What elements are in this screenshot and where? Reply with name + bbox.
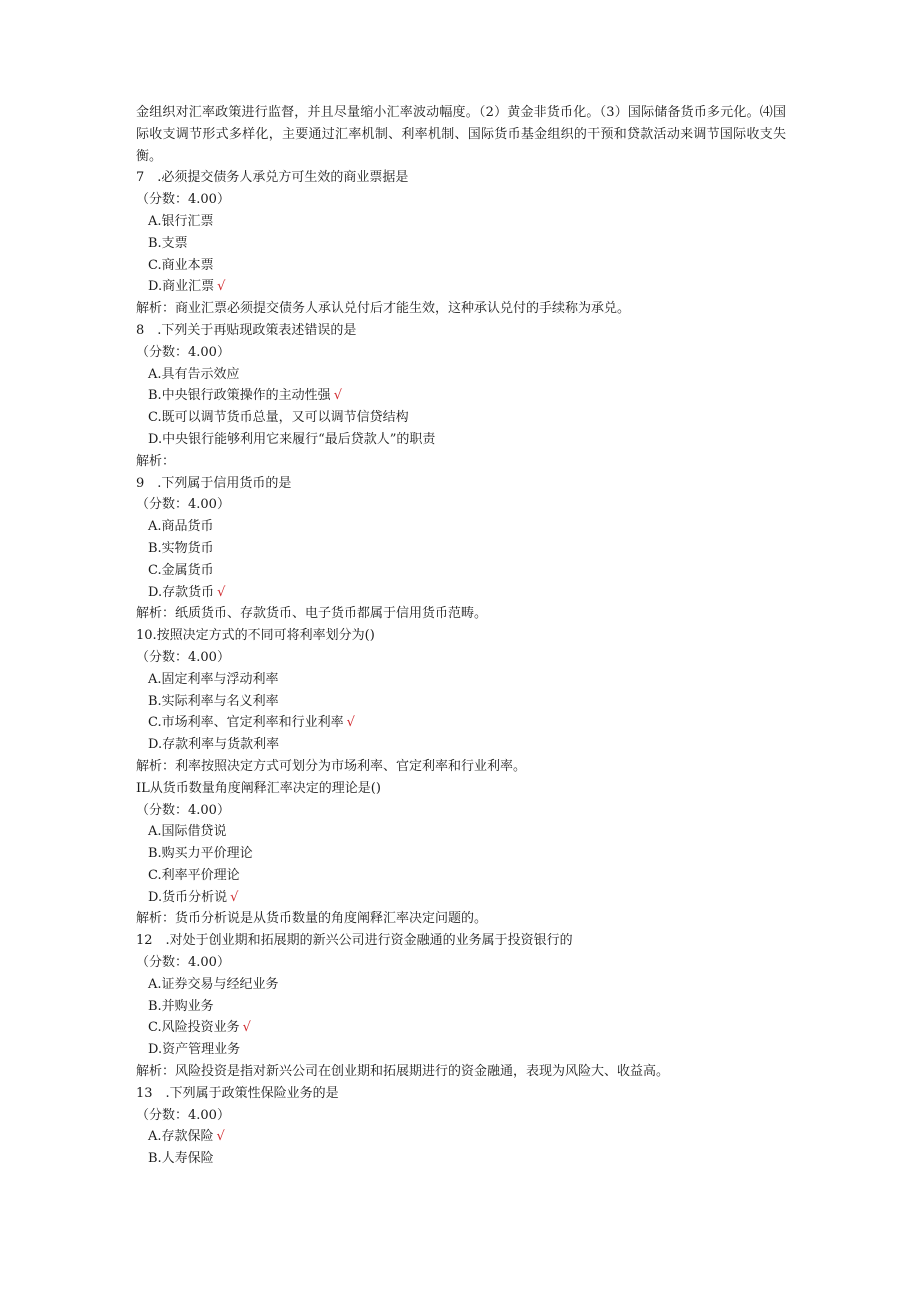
option-text: C.市场利率、官定利率和行业利率	[148, 715, 344, 731]
answer-option	[136, 211, 786, 233]
answer-option	[136, 1017, 786, 1039]
option-text: B.并购业务	[148, 998, 214, 1014]
analysis-text: 解析：商业汇票必须提交债务人承认兑付后才能生效，这种承认兑付的手续称为承兑。	[136, 301, 631, 317]
answer-option	[136, 1126, 786, 1148]
answer-option	[136, 429, 786, 451]
answer-option	[136, 1039, 786, 1061]
answer-option	[136, 582, 786, 604]
answer-option	[136, 276, 786, 298]
option-text: C.既可以调节货币总量，又可以调节信贷结构	[148, 410, 409, 426]
option-text: D.中央银行能够利用它来履行“最后贷款人”的职责	[148, 431, 436, 447]
analysis-text: 解析：利率按照决定方式可划分为市场利率、官定利率和行业利率。	[136, 758, 527, 774]
option-text: D.资产管理业务	[148, 1042, 241, 1058]
option-text: A.国际借贷说	[148, 824, 227, 840]
question-title: 8 .下列关于再贴现政策表述错误的是	[136, 322, 357, 338]
answer-option	[136, 996, 786, 1018]
option-text: A.存款保险	[148, 1129, 214, 1145]
answer-option	[136, 821, 786, 843]
question-block	[136, 167, 786, 320]
answer-option	[136, 691, 786, 713]
option-text: B.购买力平价理论	[148, 846, 253, 862]
option-text: B.支票	[148, 235, 188, 251]
question-score: （分数：4.00）	[136, 1107, 230, 1123]
correct-answer-checkmark-icon: √	[242, 1020, 251, 1036]
option-text: C.风险投资业务	[148, 1020, 240, 1036]
correct-answer-checkmark-icon: √	[333, 388, 342, 404]
option-text: D.货币分析说	[148, 889, 228, 905]
option-text: D.存款利率与货款利率	[148, 737, 280, 753]
option-text: D.存款货币	[148, 584, 215, 600]
option-text: A.商品货币	[148, 519, 214, 535]
correct-answer-checkmark-icon: √	[217, 279, 226, 295]
analysis-text: 解析：风险投资是指对新兴公司在创业期和拓展期进行的资金融通，表现为风险大、收益高。	[136, 1064, 670, 1080]
question-score: （分数：4.00）	[136, 497, 230, 513]
option-text: C.利率平价理论	[148, 867, 240, 883]
question-list	[136, 167, 786, 1170]
correct-answer-checkmark-icon: √	[216, 1129, 225, 1145]
question-score: （分数：4.00）	[136, 955, 230, 971]
question-block	[136, 473, 786, 626]
option-text: A.固定利率与浮动利率	[148, 671, 279, 687]
option-text: A.银行汇票	[148, 213, 214, 229]
option-text: B.人寿保险	[148, 1151, 214, 1167]
question-block	[136, 625, 786, 778]
answer-option	[136, 255, 786, 277]
option-text: B.实际利率与名义利率	[148, 693, 279, 709]
answer-option	[136, 385, 786, 407]
answer-option	[136, 843, 786, 865]
option-text: D.商业汇票	[148, 279, 215, 295]
question-block	[136, 778, 786, 931]
analysis-text: 解析：	[136, 453, 176, 469]
document-page	[136, 102, 786, 1170]
option-text: A.具有告示效应	[148, 366, 240, 382]
option-text: B.实物货币	[148, 540, 214, 556]
analysis-text: 解析：纸质货币、存款货币、电子货币都属于信用货币范畴。	[136, 606, 488, 622]
analysis-text: 解析：货币分析说是从货币数量的角度阐释汇率决定问题的。	[136, 911, 488, 927]
answer-option	[136, 669, 786, 691]
answer-option	[136, 865, 786, 887]
answer-option	[136, 364, 786, 386]
answer-option	[136, 516, 786, 538]
question-title: 10.按照决定方式的不同可将利率划分为()	[136, 628, 375, 644]
option-text: B.中央银行政策操作的主动性强	[148, 388, 331, 404]
answer-option	[136, 233, 786, 255]
option-text: A.证券交易与经纪业务	[148, 976, 279, 992]
question-block	[136, 930, 786, 1083]
intro-paragraph: 金组织对汇率政策进行监督，并且尽量缩小汇率波动幅度。（2）黄金非货币化。（3）国际储备货币多元化。⑷国际收支调节形式多样化，主要通过汇率机制、利率机制、国际货币基金组织的干预和贷款活动来调节国际收支失衡。	[136, 105, 786, 164]
option-text: C.金属货币	[148, 562, 214, 578]
answer-option	[136, 1148, 786, 1170]
question-score: （分数：4.00）	[136, 192, 230, 208]
answer-option	[136, 407, 786, 429]
answer-option	[136, 712, 786, 734]
option-text: C.商业本票	[148, 257, 214, 273]
answer-option	[136, 560, 786, 582]
answer-option	[136, 974, 786, 996]
question-score: （分数：4.00）	[136, 802, 230, 818]
question-score: （分数：4.00）	[136, 649, 230, 665]
answer-option	[136, 538, 786, 560]
question-score: （分数：4.00）	[136, 344, 230, 360]
correct-answer-checkmark-icon: √	[217, 584, 226, 600]
question-block	[136, 320, 786, 473]
question-title: 7 .必须提交债务人承兑方可生效的商业票据是	[136, 170, 409, 186]
answer-option	[136, 734, 786, 756]
correct-answer-checkmark-icon: √	[230, 889, 239, 905]
question-block	[136, 1083, 786, 1170]
question-title: 9 .下列属于信用货币的是	[136, 475, 292, 491]
answer-option	[136, 887, 786, 909]
question-title: IL从货币数量角度阐释汇率决定的理论是()	[136, 780, 381, 796]
correct-answer-checkmark-icon: √	[346, 715, 355, 731]
question-title: 12 .对处于创业期和拓展期的新兴公司进行资金融通的业务属于投资银行的	[136, 933, 573, 949]
question-title: 13 .下列属于政策性保险业务的是	[136, 1085, 339, 1101]
